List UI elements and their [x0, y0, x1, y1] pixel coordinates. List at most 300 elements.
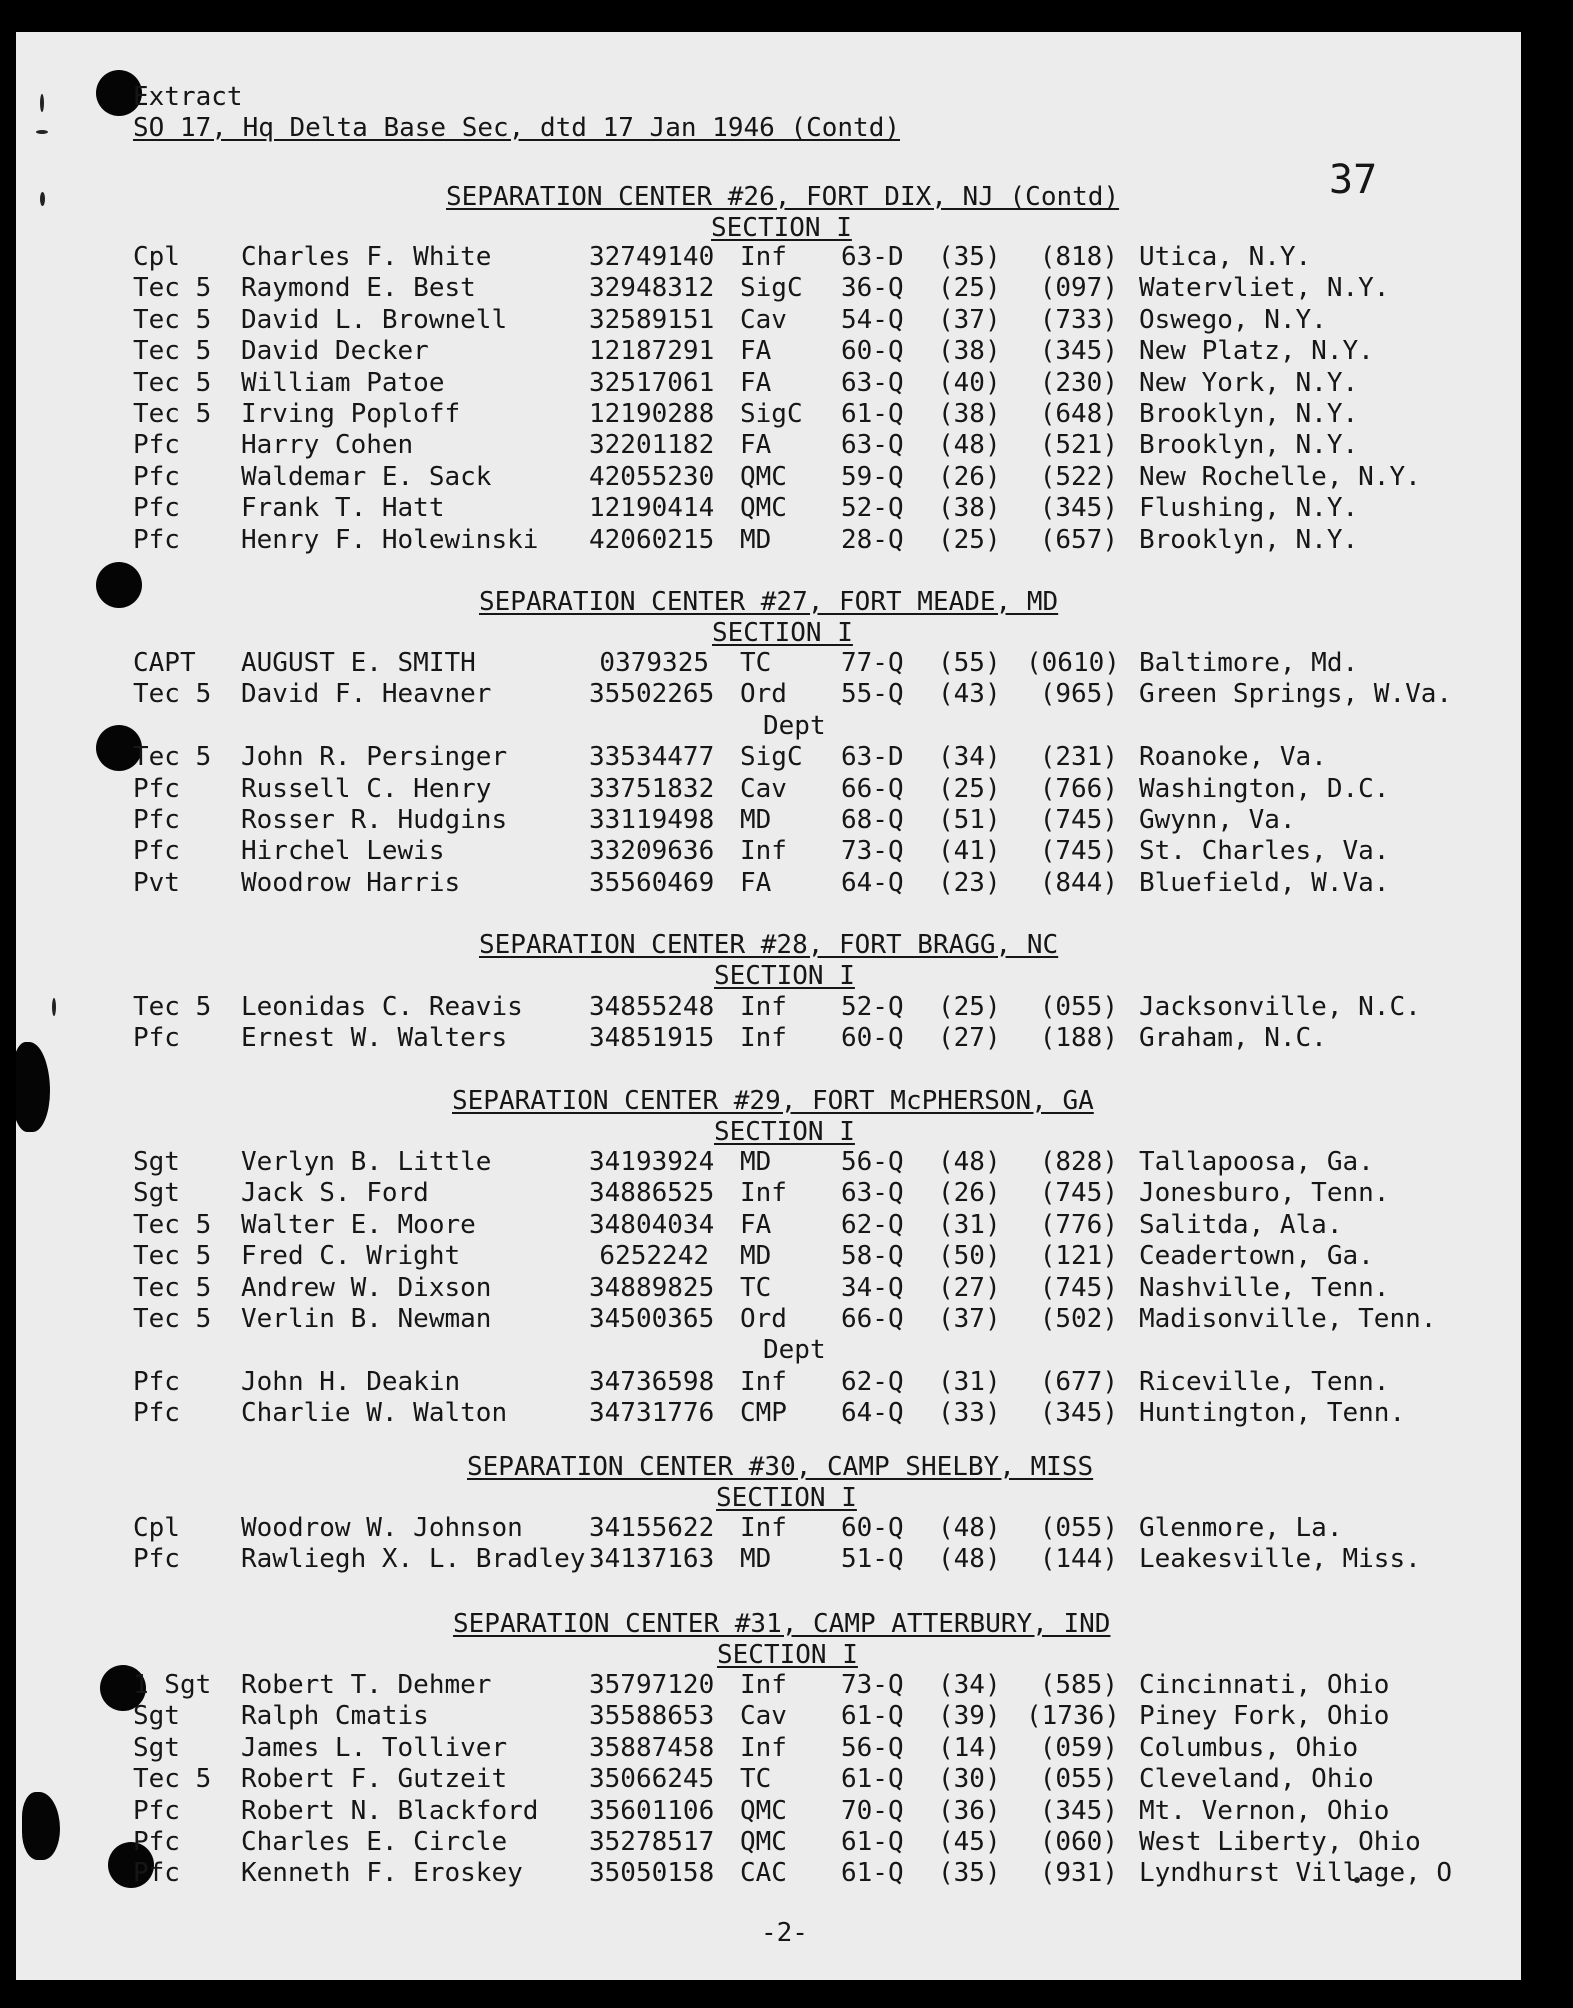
roster-arm: FA [740, 336, 772, 367]
roster-rank: Tec 5 [133, 1304, 212, 1334]
roster-serial: 34155622 [589, 1513, 715, 1543]
header-order-reference: SO 17, Hq Delta Base Sec, dtd 17 Jan 1946 (Contd) [133, 113, 901, 143]
roster-code: (657) [1039, 524, 1118, 555]
roster-row [16, 1178, 1521, 1209]
roster-serial: 33534477 [589, 742, 715, 773]
roster-serial: 32948312 [589, 273, 715, 304]
roster-serial: 33751832 [589, 773, 715, 804]
roster-rank: Tec 5 [133, 1241, 212, 1272]
roster-row [16, 305, 1521, 336]
roster-name: Verlin B. Newman [241, 1304, 492, 1334]
roster-arm: Ord [740, 679, 787, 710]
roster-arm: Inf [740, 242, 787, 272]
roster-row [16, 399, 1521, 430]
roster-row [16, 805, 1521, 836]
roster-row [16, 992, 1521, 1023]
roster-code: (055) [1039, 1513, 1118, 1543]
speck [36, 130, 48, 134]
roster-serial: 35797120 [589, 1670, 715, 1700]
roster-score: (23) [938, 867, 1001, 898]
roster-home: Jacksonville, N.C. [1139, 992, 1421, 1022]
roster-rank: Sgt [133, 1178, 180, 1209]
roster-serial: 12190288 [589, 399, 715, 429]
roster-serial: 34855248 [589, 992, 715, 1022]
roster-serial: 42060215 [589, 524, 715, 555]
roster-arm: Inf [740, 992, 787, 1022]
roster-arm: MD [740, 1241, 772, 1272]
roster-code: (648) [1039, 399, 1118, 429]
roster-arm: Inf [740, 1023, 787, 1054]
roster-rank: Pfc [133, 1023, 180, 1054]
roster-home: Washington, D.C. [1139, 773, 1390, 804]
roster-code: (345) [1039, 336, 1118, 367]
roster-serial: 34889825 [589, 1272, 715, 1303]
roster-mos: 63-Q [841, 430, 904, 461]
roster-score: (45) [938, 1827, 1001, 1857]
roster-rank: Tec 5 [133, 367, 212, 398]
roster-code: (097) [1039, 273, 1118, 304]
roster-name: AUGUST E. SMITH [241, 648, 476, 678]
roster-score: (43) [938, 679, 1001, 710]
roster-home: Baltimore, Md. [1139, 648, 1359, 678]
roster-row [16, 679, 1521, 710]
roster-mos: 54-Q [841, 304, 904, 335]
roster-row [16, 1733, 1521, 1764]
roster-arm: Inf [740, 1178, 787, 1209]
roster-serial: 35502265 [589, 679, 715, 710]
roster-serial: 35278517 [589, 1827, 715, 1857]
roster-mos: 70-Q [841, 1795, 904, 1826]
roster-row [16, 430, 1521, 461]
roster-mos: 64-Q [841, 1398, 904, 1429]
roster-rank: Tec 5 [133, 992, 212, 1022]
roster-rank: CAPT [133, 648, 196, 678]
roster-name: Ralph Cmatis [241, 1701, 429, 1732]
roster-name: William Patoe [241, 367, 445, 398]
roster-score: (37) [938, 1304, 1001, 1334]
roster-serial: 34137163 [589, 1544, 715, 1575]
roster-rank: Tec 5 [133, 1764, 212, 1795]
roster-arm: FA [740, 367, 772, 398]
roster-arm: Inf [740, 1732, 787, 1763]
roster-score: (37) [938, 304, 1001, 335]
roster-home: Green Springs, W.Va. [1139, 679, 1453, 710]
roster-arm: SigC [740, 742, 803, 773]
ink-blot [16, 1042, 50, 1132]
roster-arm: TC [740, 1764, 772, 1795]
roster-row [16, 242, 1521, 273]
roster-score: (38) [938, 336, 1001, 367]
roster-mos: 61-Q [841, 1858, 904, 1889]
roster-rank: Tec 5 [133, 1272, 212, 1303]
roster-name: Fred C. Wright [241, 1241, 461, 1272]
roster-arm: SigC [740, 399, 803, 429]
roster-mos: 60-Q [841, 1513, 904, 1543]
header-extract: Extract [133, 82, 243, 112]
roster-name: Raymond E. Best [241, 273, 476, 304]
roster-home: Cincinnati, Ohio [1139, 1670, 1390, 1700]
roster-home: Columbus, Ohio [1139, 1732, 1359, 1763]
separation-center-title: SEPARATION CENTER #31, CAMP ATTERBURY, IND [453, 1609, 1111, 1639]
roster-home: Bluefield, W.Va. [1139, 867, 1390, 898]
roster-home: Nashville, Tenn. [1139, 1272, 1390, 1303]
roster-arm: FA [740, 867, 772, 898]
roster-name: Rosser R. Hudgins [241, 805, 508, 835]
roster-serial: 6252242 [599, 1241, 709, 1272]
roster-home: Brooklyn, N.Y. [1139, 399, 1359, 429]
roster-code: (345) [1039, 1795, 1118, 1826]
roster-rank: Tec 5 [133, 1209, 212, 1240]
roster-serial: 35601106 [589, 1795, 715, 1826]
roster-home: Lyndhurst Village, O [1139, 1858, 1453, 1889]
roster-name: David F. Heavner [241, 679, 492, 710]
roster-arm: TC [740, 648, 772, 678]
roster-code: (522) [1039, 461, 1118, 492]
roster-home: Salitda, Ala. [1139, 1209, 1343, 1240]
roster-score: (30) [938, 1764, 1001, 1795]
roster-name: Jack S. Ford [241, 1178, 429, 1209]
roster-rank: Tec 5 [133, 742, 212, 773]
roster-home: Gwynn, Va. [1139, 805, 1296, 835]
roster-rank: Pfc [133, 461, 180, 492]
roster-serial: 33119498 [589, 805, 715, 835]
roster-arm: MD [740, 1544, 772, 1575]
roster-code: (345) [1039, 493, 1118, 524]
roster-rank: Pfc [133, 1398, 180, 1429]
roster-arm-continuation: Dept [763, 1335, 826, 1366]
roster-row [16, 1273, 1521, 1304]
roster-mos: 55-Q [841, 679, 904, 710]
roster-score: (25) [938, 524, 1001, 555]
roster-code: (844) [1039, 867, 1118, 898]
roster-serial: 12190414 [589, 493, 715, 524]
roster-arm: CAC [740, 1858, 787, 1889]
roster-row [16, 868, 1521, 899]
roster-code: (745) [1039, 836, 1118, 867]
roster-home: Ceadertown, Ga. [1139, 1241, 1374, 1272]
roster-arm: Cav [740, 1701, 787, 1732]
roster-name: Irving Poploff [241, 399, 461, 429]
roster-row [16, 648, 1521, 679]
roster-arm: CMP [740, 1398, 787, 1429]
roster-serial: 32201182 [589, 430, 715, 461]
roster-mos: 73-Q [841, 1670, 904, 1700]
roster-rank: Pfc [133, 493, 180, 524]
roster-arm: FA [740, 1209, 772, 1240]
roster-score: (50) [938, 1241, 1001, 1272]
roster-code: (0610) [1026, 648, 1120, 678]
roster-home: Jonesburo, Tenn. [1139, 1178, 1390, 1209]
roster-mos: 28-Q [841, 524, 904, 555]
roster-home: Utica, N.Y. [1139, 242, 1312, 272]
roster-score: (48) [938, 1544, 1001, 1575]
roster-name: Robert N. Blackford [241, 1795, 539, 1826]
page-number: 37 [1329, 157, 1378, 203]
roster-arm: QMC [740, 493, 787, 524]
roster-score: (55) [938, 648, 1001, 678]
roster-score: (38) [938, 399, 1001, 429]
roster-code: (055) [1039, 1764, 1118, 1795]
roster-rank: Sgt [133, 1732, 180, 1763]
roster-rank: Pfc [133, 1544, 180, 1575]
roster-mos: 68-Q [841, 805, 904, 835]
roster-mos: 52-Q [841, 493, 904, 524]
roster-score: (51) [938, 805, 1001, 835]
roster-score: (48) [938, 1147, 1001, 1177]
roster-row [16, 1827, 1521, 1858]
roster-serial: 34193924 [589, 1147, 715, 1177]
roster-code: (745) [1039, 805, 1118, 835]
roster-arm: MD [740, 805, 772, 835]
roster-rank: Tec 5 [133, 679, 212, 710]
roster-arm: Cav [740, 773, 787, 804]
roster-home: Madisonville, Tenn. [1139, 1304, 1437, 1334]
roster-score: (31) [938, 1366, 1001, 1397]
roster-home: Brooklyn, N.Y. [1139, 430, 1359, 461]
punch-hole [96, 562, 142, 608]
roster-name: Ernest W. Walters [241, 1023, 508, 1054]
roster-serial: 33209636 [589, 836, 715, 867]
roster-arm: MD [740, 524, 772, 555]
roster-name: James L. Tolliver [241, 1732, 508, 1763]
roster-home: Leakesville, Miss. [1139, 1544, 1421, 1575]
roster-arm: Inf [740, 1513, 787, 1543]
roster-mos: 61-Q [841, 399, 904, 429]
roster-code: (745) [1039, 1178, 1118, 1209]
roster-mos: 63-D [841, 742, 904, 773]
roster-name: Verlyn B. Little [241, 1147, 492, 1177]
roster-home: Piney Fork, Ohio [1139, 1701, 1390, 1732]
roster-serial: 32749140 [589, 242, 715, 272]
roster-row [16, 1764, 1521, 1795]
roster-code: (055) [1039, 992, 1118, 1022]
roster-home: Glenmore, La. [1139, 1513, 1343, 1543]
roster-rank: Pfc [133, 805, 180, 835]
speck [40, 192, 45, 206]
roster-mos: 51-Q [841, 1544, 904, 1575]
section-heading: SECTION I [714, 1117, 855, 1147]
roster-mos: 59-Q [841, 461, 904, 492]
roster-home: Tallapoosa, Ga. [1139, 1147, 1374, 1177]
roster-serial: 35887458 [589, 1732, 715, 1763]
roster-rank: Tec 5 [133, 399, 212, 429]
roster-mos: 60-Q [841, 1023, 904, 1054]
roster-code: (230) [1039, 367, 1118, 398]
roster-mos: 61-Q [841, 1764, 904, 1795]
roster-mos: 56-Q [841, 1147, 904, 1177]
roster-home: Roanoke, Va. [1139, 742, 1327, 773]
roster-row [16, 1544, 1521, 1575]
roster-mos: 62-Q [841, 1366, 904, 1397]
roster-name: Rawliegh X. L. Bradley [241, 1544, 586, 1575]
roster-arm: QMC [740, 1795, 787, 1826]
roster-row [16, 742, 1521, 773]
roster-row [16, 1147, 1521, 1178]
roster-arm-continuation: Dept [763, 710, 826, 741]
roster-row [16, 1701, 1521, 1732]
roster-row [16, 1304, 1521, 1335]
roster-serial: 34851915 [589, 1023, 715, 1054]
roster-name: Kenneth F. Eroskey [241, 1858, 523, 1889]
roster-rank: Tec 5 [133, 304, 212, 335]
roster-mos: 63-Q [841, 1178, 904, 1209]
roster-serial: 12187291 [589, 336, 715, 367]
roster-code: (121) [1039, 1241, 1118, 1272]
roster-score: (27) [938, 1023, 1001, 1054]
roster-name: Waldemar E. Sack [241, 461, 492, 492]
roster-name: Robert F. Gutzeit [241, 1764, 508, 1795]
roster-home: Riceville, Tenn. [1139, 1366, 1390, 1397]
roster-score: (14) [938, 1732, 1001, 1763]
roster-home: Mt. Vernon, Ohio [1139, 1795, 1390, 1826]
roster-name: John R. Persinger [241, 742, 508, 773]
roster-serial: 34886525 [589, 1178, 715, 1209]
roster-code: (776) [1039, 1209, 1118, 1240]
roster-home: Huntington, Tenn. [1139, 1398, 1406, 1429]
roster-home: West Liberty, Ohio [1139, 1827, 1421, 1857]
roster-name: David L. Brownell [241, 304, 508, 335]
roster-score: (35) [938, 242, 1001, 272]
roster-row [16, 525, 1521, 556]
roster-score: (33) [938, 1398, 1001, 1429]
roster-home: New Platz, N.Y. [1139, 336, 1374, 367]
roster-serial: 32517061 [589, 367, 715, 398]
roster-row [16, 1398, 1521, 1429]
roster-name: Charles E. Circle [241, 1827, 508, 1857]
roster-name: Frank T. Hatt [241, 493, 445, 524]
roster-mos: 56-Q [841, 1732, 904, 1763]
roster-name: Andrew W. Dixson [241, 1272, 492, 1303]
section-heading: SECTION I [716, 1483, 857, 1513]
roster-name: Harry Cohen [241, 430, 414, 461]
roster-rank: Tec 5 [133, 336, 212, 367]
roster-row [16, 462, 1521, 493]
roster-score: (38) [938, 493, 1001, 524]
roster-name: Henry F. Holewinski [241, 524, 539, 555]
roster-code: (1736) [1026, 1701, 1120, 1732]
roster-code: (188) [1039, 1023, 1118, 1054]
separation-center-title: SEPARATION CENTER #27, FORT MEADE, MD [479, 587, 1059, 617]
roster-mos: 66-Q [841, 773, 904, 804]
roster-row [16, 368, 1521, 399]
roster-arm: QMC [740, 1827, 787, 1857]
roster-home: Cleveland, Ohio [1139, 1764, 1374, 1795]
roster-row [16, 1670, 1521, 1701]
roster-score: (40) [938, 367, 1001, 398]
roster-score: (31) [938, 1209, 1001, 1240]
roster-serial: 42055230 [589, 461, 715, 492]
roster-name: David Decker [241, 336, 429, 367]
roster-arm: Ord [740, 1304, 787, 1334]
roster-rank: Pfc [133, 1795, 180, 1826]
roster-score: (26) [938, 461, 1001, 492]
roster-score: (34) [938, 1670, 1001, 1700]
roster-arm: Inf [740, 836, 787, 867]
section-heading: SECTION I [711, 213, 852, 243]
roster-code: (766) [1039, 773, 1118, 804]
roster-home: Oswego, N.Y. [1139, 304, 1327, 335]
roster-mos: 63-Q [841, 367, 904, 398]
roster-rank: Pfc [133, 1858, 180, 1889]
roster-serial: 35588653 [589, 1701, 715, 1732]
roster-serial: 32589151 [589, 304, 715, 335]
roster-code: (502) [1039, 1304, 1118, 1334]
roster-home: Watervliet, N.Y. [1139, 273, 1390, 304]
roster-rank: Sgt [133, 1701, 180, 1732]
roster-name: Woodrow W. Johnson [241, 1513, 523, 1543]
roster-rank: 1 Sgt [133, 1670, 212, 1700]
roster-name: Robert T. Dehmer [241, 1670, 492, 1700]
roster-arm: Inf [740, 1366, 787, 1397]
roster-score: (25) [938, 992, 1001, 1022]
roster-row [16, 836, 1521, 867]
roster-row [16, 774, 1521, 805]
roster-row [16, 1367, 1521, 1398]
separation-center-title: SEPARATION CENTER #30, CAMP SHELBY, MISS [467, 1452, 1094, 1482]
roster-row [16, 336, 1521, 367]
roster-row [16, 493, 1521, 524]
page-footer: -2- [761, 1918, 808, 1948]
roster-code: (745) [1039, 1272, 1118, 1303]
roster-code: (818) [1039, 242, 1118, 272]
roster-mos: 66-Q [841, 1304, 904, 1334]
roster-arm: Cav [740, 304, 787, 335]
roster-code: (733) [1039, 304, 1118, 335]
roster-score: (48) [938, 1513, 1001, 1543]
roster-name: Charlie W. Walton [241, 1398, 508, 1429]
roster-home: Flushing, N.Y. [1139, 493, 1359, 524]
roster-code: (231) [1039, 742, 1118, 773]
roster-serial: 35066245 [589, 1764, 715, 1795]
roster-mos: 60-Q [841, 336, 904, 367]
roster-arm: MD [740, 1147, 772, 1177]
roster-rank: Pfc [133, 836, 180, 867]
roster-rank: Pfc [133, 430, 180, 461]
roster-serial: 34500365 [589, 1304, 715, 1334]
roster-row [16, 1858, 1521, 1889]
roster-code: (144) [1039, 1544, 1118, 1575]
roster-mos: 36-Q [841, 273, 904, 304]
roster-mos: 58-Q [841, 1241, 904, 1272]
roster-arm: Inf [740, 1670, 787, 1700]
roster-code: (521) [1039, 430, 1118, 461]
roster-code: (931) [1039, 1858, 1118, 1889]
roster-serial: 35560469 [589, 867, 715, 898]
roster-row [16, 1513, 1521, 1544]
roster-score: (34) [938, 742, 1001, 773]
roster-rank: Cpl [133, 1513, 180, 1543]
roster-arm: QMC [740, 461, 787, 492]
roster-code: (345) [1039, 1398, 1118, 1429]
roster-rank: Pvt [133, 867, 180, 898]
roster-row [16, 273, 1521, 304]
roster-code: (965) [1039, 679, 1118, 710]
roster-rank: Pfc [133, 1366, 180, 1397]
document-header [133, 82, 900, 144]
separation-center-title: SEPARATION CENTER #26, FORT DIX, NJ (Contd) [446, 182, 1120, 212]
separation-center-title: SEPARATION CENTER #28, FORT BRAGG, NC [479, 930, 1059, 960]
roster-serial: 34731776 [589, 1398, 715, 1429]
roster-row [16, 1210, 1521, 1241]
section-heading: SECTION I [717, 1640, 858, 1670]
section-heading: SECTION I [714, 961, 855, 991]
roster-mos: 63-D [841, 242, 904, 272]
roster-home: New Rochelle, N.Y. [1139, 461, 1421, 492]
roster-mos: 34-Q [841, 1272, 904, 1303]
roster-serial: 0379325 [599, 648, 709, 678]
roster-code: (828) [1039, 1147, 1118, 1177]
roster-name: Charles F. White [241, 242, 492, 272]
